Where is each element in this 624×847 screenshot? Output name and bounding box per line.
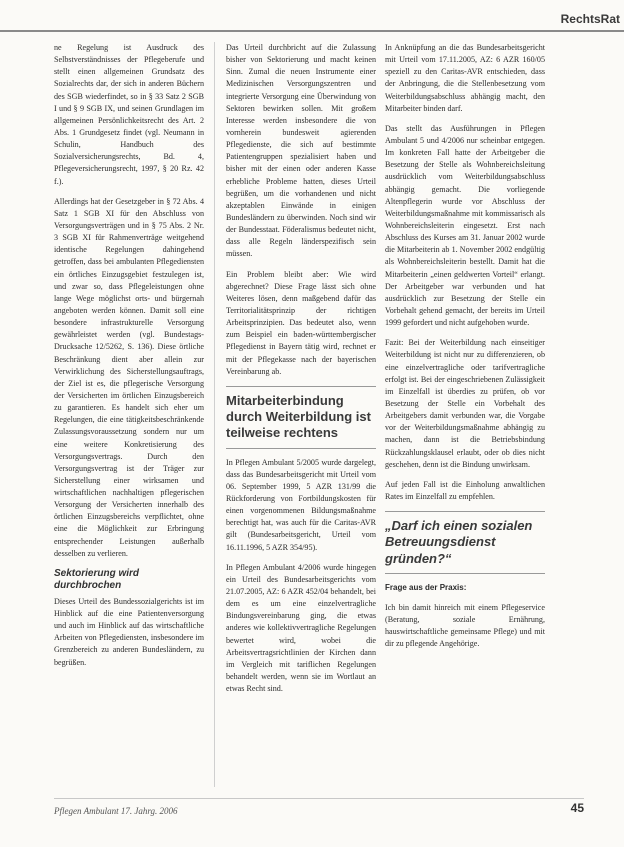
- paragraph: Ein Problem bleibt aber: Wie wird abgerechnet? Diese Frage lässt sich ohne Weiteres lösen, denn maßgebend dafür das Territorialitätsprinzip der richtigen Arbeitsprinzipien. Das bedeutet also, wenn zum Beispiel ein baden-württembergischer Pflegedienst in Bayern tätig wird, rechnet er mit der Pflegekasse nach der bayerischen Vereinbarung ab.: [226, 269, 376, 376]
- column-2: [226, 42, 376, 787]
- paragraph: In Pflegen Ambulant 4/2006 wurde hingegen ein Urteil des Bundesarbeitsgerichts vom 21.07.2005, AZ: 6 AZR 452/04 behandelt, bei dem es um eine einzelvertragliche Bindungsvereinbarung ging, die etwas anderes wie kollektivvertragliche Regelungen bewertet wird, wobei die Arbeitsvertragsrichtlinien der Kirchen dann im Vergleich mit tariflichen Regelungen behandelt werden, wenn sie im Wortlaut an etwas Recht sind.: [226, 562, 376, 694]
- paragraph: In Anknüpfung an die das Bundesarbeitsgericht mit Urteil vom 17.11.2005, AZ: 6 AZR 160/05 speziell zu den Caritas-AVR entschieden, dass der Anbringung, die die Stellenbesetzung vom Weiterbildungsabschluss abhängig macht, den Mitarbeiter binden darf.: [385, 43, 545, 113]
- subheading: Sektorierung wird durchbrochen: [54, 567, 140, 591]
- column-1: [54, 42, 204, 787]
- page-number: 45: [570, 801, 584, 815]
- footer-rule: [54, 798, 584, 799]
- paragraph: Dieses Urteil des Bundessozialgerichts ist im Hinblick auf die eine Patientenversorgung und auch im Hinblick auf das wirtschaftliche Arbeiten von Pflegediensten, insbesondere im Grenzbereich zu anderen Bundesländern, zu begrüßen.: [54, 596, 204, 667]
- column-3: [385, 42, 545, 787]
- paragraph: Das stellt das Ausführungen in Pflegen Ambulant 5 und 4/2006 nur scheinbar entgegen. Im konkreten Fall hatte der Arbeitgeber die Besetzung der Stelle als Wohnbereichsleitung ausdrücklich vom Weiterbildungsabschluss abhängig gemacht. Die vorliegende Altenpflegerin wurde vor Abschluss der Weiterbildungsmaßnahme mit kommissarisch als Wohnbereichsleiterin eingesetzt. Erst nach Abschluss des Kurses am 31. Januar 2002 wurde die Mitarbeiterin ab 1. November 2002 endgültig als Wohnbereichsleiterin bestellt. Damit hat die Mitarbeiterin „einen geldwerten Vorteil“ erlangt. Der Arbeitgeber war verbunden und hat ausdrücklich zur Besetzung der Stelle ein Vorbehalt gehend gemacht, der bereits im Urteil 1999 gefordert und nicht aufgehoben wurde.: [385, 123, 545, 328]
- paragraph: Fazit: Bei der Weiterbildung nach einseitiger Weiterbildung ist nicht nur zu differenzieren, ob eine einzelvertragliche oder tarifvertragliche erfolgt ist. Bei der eingeschriebenen Zulässigkeit im Einzelfall ist überdies zu prüfen, ob vor Besetzung der Stelle ein Vorbehalt des Arbeitgebers damit verbunden war, die Vorgabe vor der Weiterbildungsmaßnahme abhängig zu machen, dann ist die Betriebsbindung Rückzahlungsklausel erlaubt, oder ob dies nicht geschehen, denn ist die Bindung unwirksam.: [385, 338, 545, 469]
- header-rule: [0, 30, 624, 32]
- article-title: Mitarbeiterbindung durch Weiterbildung ist teilweise rechtens: [226, 392, 371, 441]
- paragraph: Auf jeden Fall ist die Einholung anwaltlichen Rates im Einzelfall zu empfehlen.: [385, 479, 545, 501]
- paragraph: In Pflegen Ambulant 5/2005 wurde dargelegt, dass das Bundesarbeitsgericht mit Urteil vom 06. September 1999, 5 AZR 131/99 die Rückforderung von Fortbildungskosten für einen vorgenommenen Bildungsmaßnahme berechtigt hat, was auch für die Caritas-AVR gilt (Bundesarbeitsgericht, Urteil vom 16.11.1996, 5 AZR 354/95).: [226, 457, 376, 552]
- paragraph: ne Regelung ist Ausdruck des Selbstverständnisses der Pflegeberufe und stellt einen allgemeinen Grundsatz des Sozialrechts dar, der sich in anderen Büchern des SGB wiederfindet, so in § 33 Satz 2 SGB I und § 9 SGB IX, und seinen Grundlagen im allgemeinen Persönlichkeitsrecht des Art. 2 Abs. 1 Grundgesetz findet (vgl. Neumann in Schulin, Handbuch des Sozialversicherungsrechts, Bd. 4, Pflegeversicherungsrecht, 1997, § 20 Rz. 42 f.).: [54, 43, 204, 186]
- paragraph: Ich bin damit hinreich mit einem Pflegeservice (Beratung, soziale Ernährung, hauswirtschaftliche gemeinsame Pflege) und mit dir zu pflegende Angehörige.: [385, 602, 545, 649]
- question-heading-box: [385, 511, 545, 574]
- paragraph: Das Urteil durchbricht auf die Zulassung bisher von Sektorierung und macht keinen Sinn. Zumal die neuen Instrumente einer Medizinischen Versorgungszentren und integrierte Versorgung eine Überwindung von Sektoren bewirken sollen. Mit großem Interesse werden insbesondere die von vornherein bundesweit agierenden Pflegedienste, die sich auf bestimmte Patientengruppen spezialisiert haben und bisher mit der einen oder anderen Kasse erhebliche Probleme hatten, dieses Urteil begrüßen, um die vorhandenen und nicht akzeptablen Einwände in einigen Bundesländern zu überwinden. Noch sind wir der Bundesstaat. Föderalismus bedeutet nicht, dass alle Regeln länderspezifisch sein müssen.: [226, 43, 376, 259]
- column-divider: [214, 42, 215, 787]
- section-tag: RechtsRat: [560, 12, 620, 26]
- question-lead: Frage aus der Praxis:: [385, 582, 467, 592]
- footer-journal: Pflegen Ambulant 17. Jahrg. 2006: [54, 806, 178, 816]
- paragraph: Allerdings hat der Gesetzgeber in § 72 Abs. 4 Satz 1 SGB XI für den Abschluss von Versorgungsverträgen und in § 75 Abs. 2 Nr. 3 SGB XI für Rahmenverträge weitgehend identische Regelungen dahingehend getroffen, dass bei ambulanten Pflegediensten ein örtliches Einzugsgebiet festzulegen ist, und zwar so, dass Pflegeleistungen ohne lange Wege möglichst orts- und bürgernah angeboten werden können. Damit soll eine besondere infrastrukturelle Versorgung gewährleistet werden (vgl. Bundestags-Drucksache 12/5262, S. 136). Diese örtliche Beschränkung dient aber allein zur Verwirklichung des Sicherstellungsauftrags, der Ziel ist es, die pflegerische Versorgung der Versicherten im örtlichen Einzugsbereich zu garantieren. Es handelt sich eher um Regelungen, die eine tätigkeitsbeschränkende Zulassungsvoraussetzung sondern nur um eine weitere Konkretisierung des Versorgungsvertrags. Durch den Versorgungsvertrag ist der Träger zur Sicherstellung einer wirksamen und wirtschaftlichen nachhaltigen pflegerischen Versorgung der Versicherten innerhalb des örtlichen Einzugsbereichs verpflichtet, ohne eine die Möglichkeit zur Erbringung entsprechender Leistungen außerhalb desselben zu verlieren.: [54, 196, 204, 558]
- question-title: „Darf ich einen sozialen Betreuungsdienst gründen?“: [385, 518, 533, 566]
- article-heading-box: [226, 386, 376, 449]
